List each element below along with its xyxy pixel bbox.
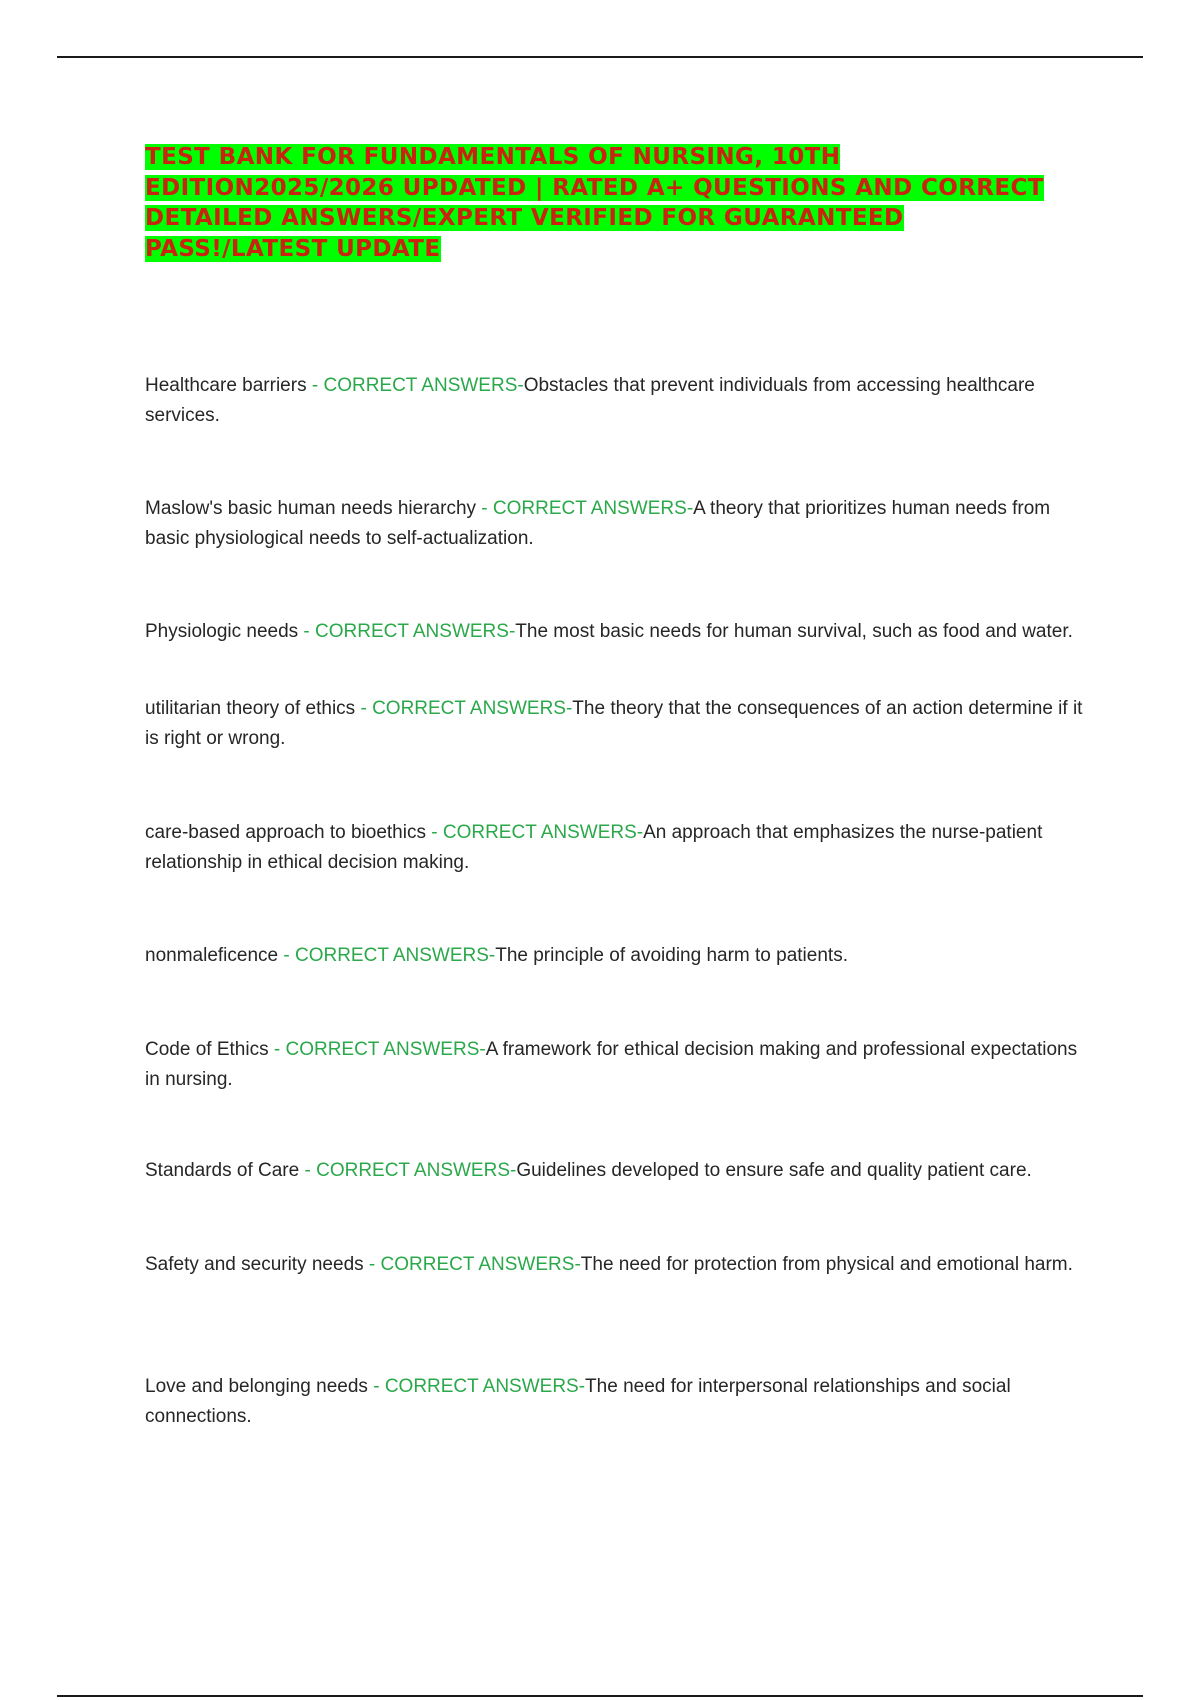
- entry-definition: The need for protection from physical and emotional harm.: [580, 1254, 1073, 1275]
- entry-term: Love and belonging needs: [145, 1376, 368, 1397]
- entry-term: utilitarian theory of ethics: [145, 698, 356, 719]
- correct-answers-label: CORRECT ANSWERS: [372, 698, 566, 719]
- entry-term: Physiologic needs: [145, 621, 299, 642]
- entry-separator: -: [278, 945, 295, 966]
- entry-separator: -: [425, 822, 443, 843]
- correct-answers-label: CORRECT ANSWERS: [294, 945, 489, 966]
- entry-separator: -: [363, 1254, 381, 1275]
- correct-answers-label: CORRECT ANSWERS: [492, 498, 687, 519]
- qa-entry: [145, 941, 1095, 971]
- answer-separator: -: [479, 1039, 486, 1060]
- entry-term: Safety and security needs: [145, 1254, 364, 1275]
- correct-answers-label: CORRECT ANSWERS: [323, 375, 518, 396]
- entry-term: Standards of Care: [145, 1160, 300, 1181]
- answer-separator: -: [636, 822, 644, 843]
- entry-separator: -: [268, 1039, 286, 1060]
- correct-answers-label: CORRECT ANSWERS: [442, 822, 637, 843]
- correct-answers-label: CORRECT ANSWERS: [316, 1160, 510, 1181]
- document-title-text: TEST BANK FOR FUNDAMENTALS OF NURSING, 10TH EDITION2025/2026 UPDATED | RATED A+ QUESTIONS AND CORRECT DETAILED ANSWERS/EXPERT VERIFIED FOR GUARANTEED PASS!/LATEST UPDATE: [145, 144, 1044, 262]
- qa-entry: [145, 617, 1095, 647]
- entry-term: Maslow's basic human needs hierarchy: [145, 498, 477, 519]
- entry-definition: The principle of avoiding harm to patients.: [495, 945, 848, 966]
- entry-definition: The theory that the consequences of an action determine if it is right or wrong.: [145, 698, 1083, 749]
- entry-separator: -: [299, 1160, 317, 1181]
- document-title: [145, 142, 1085, 264]
- qa-entry: [145, 494, 1095, 554]
- qa-entry: [145, 1035, 1095, 1095]
- entry-separator: -: [306, 375, 324, 396]
- entry-separator: -: [298, 621, 316, 642]
- correct-answers-label: CORRECT ANSWERS: [384, 1376, 579, 1397]
- correct-answers-label: CORRECT ANSWERS: [285, 1039, 480, 1060]
- entry-term: care-based approach to bioethics: [145, 822, 426, 843]
- qa-entry: [145, 371, 1095, 431]
- answer-separator: -: [578, 1376, 586, 1397]
- entry-separator: -: [355, 698, 373, 719]
- correct-answers-label: CORRECT ANSWERS: [380, 1254, 575, 1275]
- qa-entry: [145, 694, 1095, 754]
- answer-separator: -: [517, 375, 524, 396]
- entry-separator: -: [367, 1376, 385, 1397]
- bottom-rule: [57, 1695, 1143, 1697]
- answer-separator: -: [574, 1254, 581, 1275]
- qa-entry: [145, 818, 1095, 878]
- qa-entry: [145, 1250, 1095, 1280]
- top-rule: [57, 56, 1143, 58]
- entry-separator: -: [476, 498, 493, 519]
- entry-definition: A framework for ethical decision making and professional expectations in nursing.: [145, 1039, 1078, 1090]
- entry-term: Code of Ethics: [145, 1039, 269, 1060]
- entry-definition: An approach that emphasizes the nurse-patient relationship in ethical decision making.: [145, 822, 1043, 873]
- qa-entry: [145, 1156, 1095, 1186]
- answer-separator: -: [686, 498, 694, 519]
- entry-definition: A theory that prioritizes human needs from basic physiological needs to self-actualization.: [145, 498, 1051, 549]
- correct-answers-label: CORRECT ANSWERS: [315, 621, 509, 642]
- answer-separator: -: [510, 1160, 517, 1181]
- entry-term: nonmaleficence: [145, 945, 279, 966]
- answer-separator: -: [565, 698, 573, 719]
- entry-term: Healthcare barriers: [145, 375, 307, 396]
- entry-definition: Guidelines developed to ensure safe and quality patient care.: [516, 1160, 1032, 1181]
- qa-entry: [145, 1372, 1095, 1432]
- entry-definition: The most basic needs for human survival, such as food and water.: [515, 621, 1073, 642]
- answer-separator: -: [508, 621, 516, 642]
- answer-separator: -: [488, 945, 496, 966]
- entry-definition: The need for interpersonal relationships and social connections.: [145, 1376, 1011, 1427]
- entry-definition: Obstacles that prevent individuals from accessing healthcare services.: [145, 375, 1035, 426]
